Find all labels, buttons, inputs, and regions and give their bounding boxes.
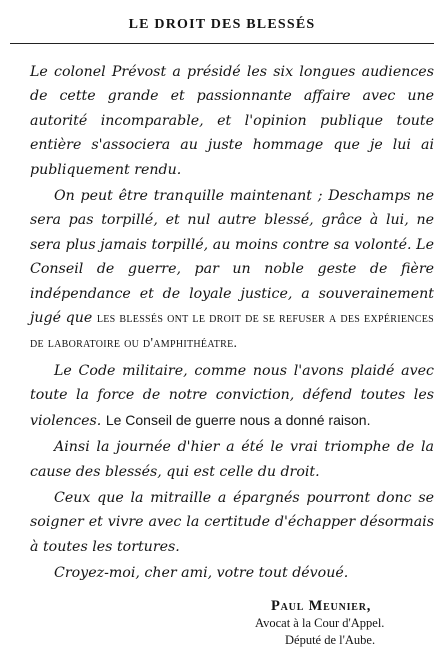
paragraph-2 bbox=[30, 184, 434, 357]
running-title: LE DROIT DES BLESSÉS bbox=[128, 17, 316, 32]
paragraph-3-upright: Le Conseil de guerre nous a donné raison. bbox=[105, 411, 371, 428]
paragraph-2-smallcaps: les blessés ont le droit de se refuser a des expériences de laboratoire ou d'amphithéatre. bbox=[30, 311, 435, 352]
paragraph-6 bbox=[30, 561, 434, 585]
paragraph-4-text: Ainsi la journée d'hier a été le vrai triomphe de la cause des blessés, qui est celle du droit. bbox=[30, 439, 434, 480]
paragraph-5-text: Ceux que la mitraille a épargnés pourront donc se soigner et vivre avec la certitude d'échapper désormais à toutes les tortures. bbox=[30, 489, 434, 555]
paragraph-1 bbox=[30, 60, 434, 182]
paragraph-5 bbox=[30, 486, 434, 559]
paragraph-6-text: Croyez-moi, cher ami, votre tout dévoué. bbox=[54, 565, 349, 582]
signature-title-2: Député de l'Aube. bbox=[285, 633, 376, 647]
signature-name: Paul Meunier, bbox=[271, 598, 372, 614]
paragraph-1-text: Le colonel Prévost a présidé les six longues audiences de cette grande et passionnante affaire avec une autorité incomparable, et l'opinion publique toute entière s'associera au juste hommage que je lui ai publiquement rendu. bbox=[30, 64, 434, 178]
signature-block bbox=[255, 598, 435, 649]
paragraph-2-text: On peut être tranquille maintenant ; Deschamps ne sera pas torpillé, et nul autre blessé, grâce à lui, ne sera plus jamais torpillé, au moins contre sa volonté. Le Conseil de guerre, par un noble geste de fière indépendance et de loyale justice, a souverainement jugé que bbox=[30, 188, 434, 327]
signature-title-1: Avocat à la Cour d'Appel. bbox=[255, 616, 385, 630]
paragraph-4 bbox=[30, 435, 434, 484]
header-rule bbox=[10, 43, 434, 44]
paragraph-3-text: Le Code militaire, comme nous l'avons plaidé avec toute la force de notre conviction, défend toutes les violences. bbox=[30, 362, 434, 429]
paragraph-3 bbox=[30, 359, 434, 433]
letter-body bbox=[30, 60, 434, 588]
